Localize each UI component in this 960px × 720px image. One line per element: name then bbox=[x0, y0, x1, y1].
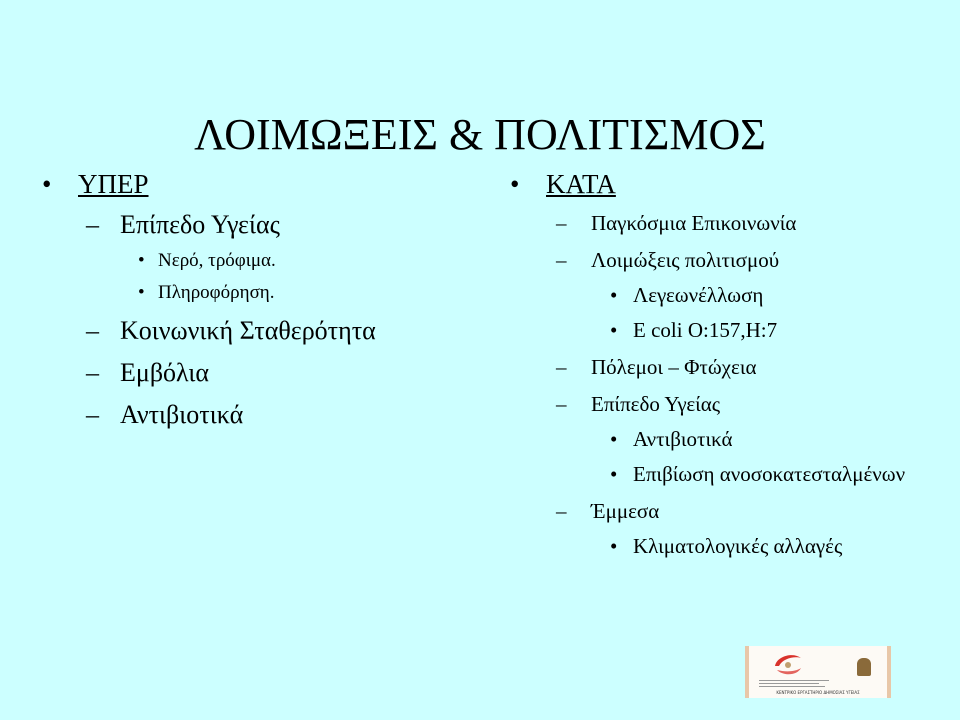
list-item bbox=[508, 208, 948, 239]
bullet-marker: • bbox=[610, 462, 618, 486]
cons-column bbox=[508, 166, 948, 562]
sub-list-item bbox=[508, 315, 933, 346]
dash-marker: – bbox=[86, 316, 99, 345]
bullet-marker: • bbox=[510, 169, 520, 199]
list-item-label: Επίπεδο Υγείας bbox=[120, 210, 280, 239]
pros-heading-row bbox=[40, 166, 480, 202]
list-item-label: Εμβόλια bbox=[120, 358, 209, 387]
sub-list-item-label: Νερό, τρόφιμα. bbox=[158, 250, 276, 271]
logo-text-lines-icon bbox=[759, 680, 829, 688]
sub-list-item bbox=[508, 459, 933, 490]
dash-marker: – bbox=[86, 210, 99, 239]
sub-list-item bbox=[508, 280, 933, 311]
dash-marker: – bbox=[556, 211, 567, 235]
sub-list-item-label: Αντιβιοτικά bbox=[633, 427, 733, 451]
sub-list-item-label: E coli O:157,H:7 bbox=[633, 318, 778, 342]
list-item-label: Παγκόσμια Επικοινωνία bbox=[591, 211, 797, 235]
list-item bbox=[508, 389, 948, 420]
list-item bbox=[40, 312, 480, 350]
list-item-label: Αντιβιοτικά bbox=[120, 400, 244, 429]
sub-list-item bbox=[40, 246, 480, 276]
list-item bbox=[508, 245, 948, 276]
sub-list-item bbox=[508, 424, 933, 455]
bullet-marker: • bbox=[138, 250, 145, 271]
cons-heading: ΚΑΤΑ bbox=[546, 169, 616, 199]
list-item bbox=[508, 352, 948, 383]
list-item-label: Κοινωνική Σταθερότητα bbox=[120, 316, 376, 345]
list-item-label: Λοιμώξεις πολιτισμού bbox=[591, 248, 780, 272]
bullet-marker: • bbox=[610, 427, 618, 451]
dash-marker: – bbox=[86, 400, 99, 429]
list-item-label: Πόλεμοι – Φτώχεια bbox=[591, 355, 757, 379]
sub-list-item-label: Πληροφόρηση. bbox=[158, 282, 275, 303]
dash-marker: – bbox=[556, 392, 567, 416]
institution-logo bbox=[745, 646, 891, 698]
dash-marker: – bbox=[556, 248, 567, 272]
dash-marker: – bbox=[556, 355, 567, 379]
list-item-label: Επίπεδο Υγείας bbox=[591, 392, 721, 416]
sub-list-item-label: Κλιματολογικές αλλαγές bbox=[633, 534, 843, 558]
dash-marker: – bbox=[556, 499, 567, 523]
list-item bbox=[508, 496, 948, 527]
bullet-marker: • bbox=[138, 282, 145, 303]
sub-list-item bbox=[508, 531, 933, 562]
bullet-marker: • bbox=[610, 318, 618, 342]
logo-caption: ΚΕΝΤΡΙΚΟ ΕΡΓΑΣΤΗΡΙΟ ΔΗΜΟΣΙΑΣ ΥΓΕΙΑΣ bbox=[776, 690, 860, 695]
bust-icon bbox=[857, 658, 871, 676]
list-item-label: Έμμεσα bbox=[591, 499, 660, 523]
sub-list-item-label: Λεγεωνέλλωση bbox=[633, 283, 764, 307]
dash-marker: – bbox=[86, 358, 99, 387]
pros-heading: ΥΠΕΡ bbox=[78, 169, 149, 199]
bullet-marker: • bbox=[610, 283, 618, 307]
slide-title: ΛΟΙΜΩΞΕΙΣ & ΠΟΛΙΤΙΣΜΟΣ bbox=[194, 110, 766, 159]
list-item bbox=[40, 354, 480, 392]
cons-heading-row bbox=[508, 166, 948, 202]
pros-column bbox=[40, 166, 480, 434]
list-item bbox=[40, 206, 480, 244]
list-item bbox=[40, 396, 480, 434]
bullet-marker: • bbox=[610, 534, 618, 558]
bullet-marker: • bbox=[42, 169, 52, 199]
sub-list-item-label: Επιβίωση ανοσοκατεσταλμένων bbox=[633, 462, 906, 486]
sub-list-item bbox=[40, 278, 480, 308]
logo-swirl-icon bbox=[771, 650, 805, 680]
